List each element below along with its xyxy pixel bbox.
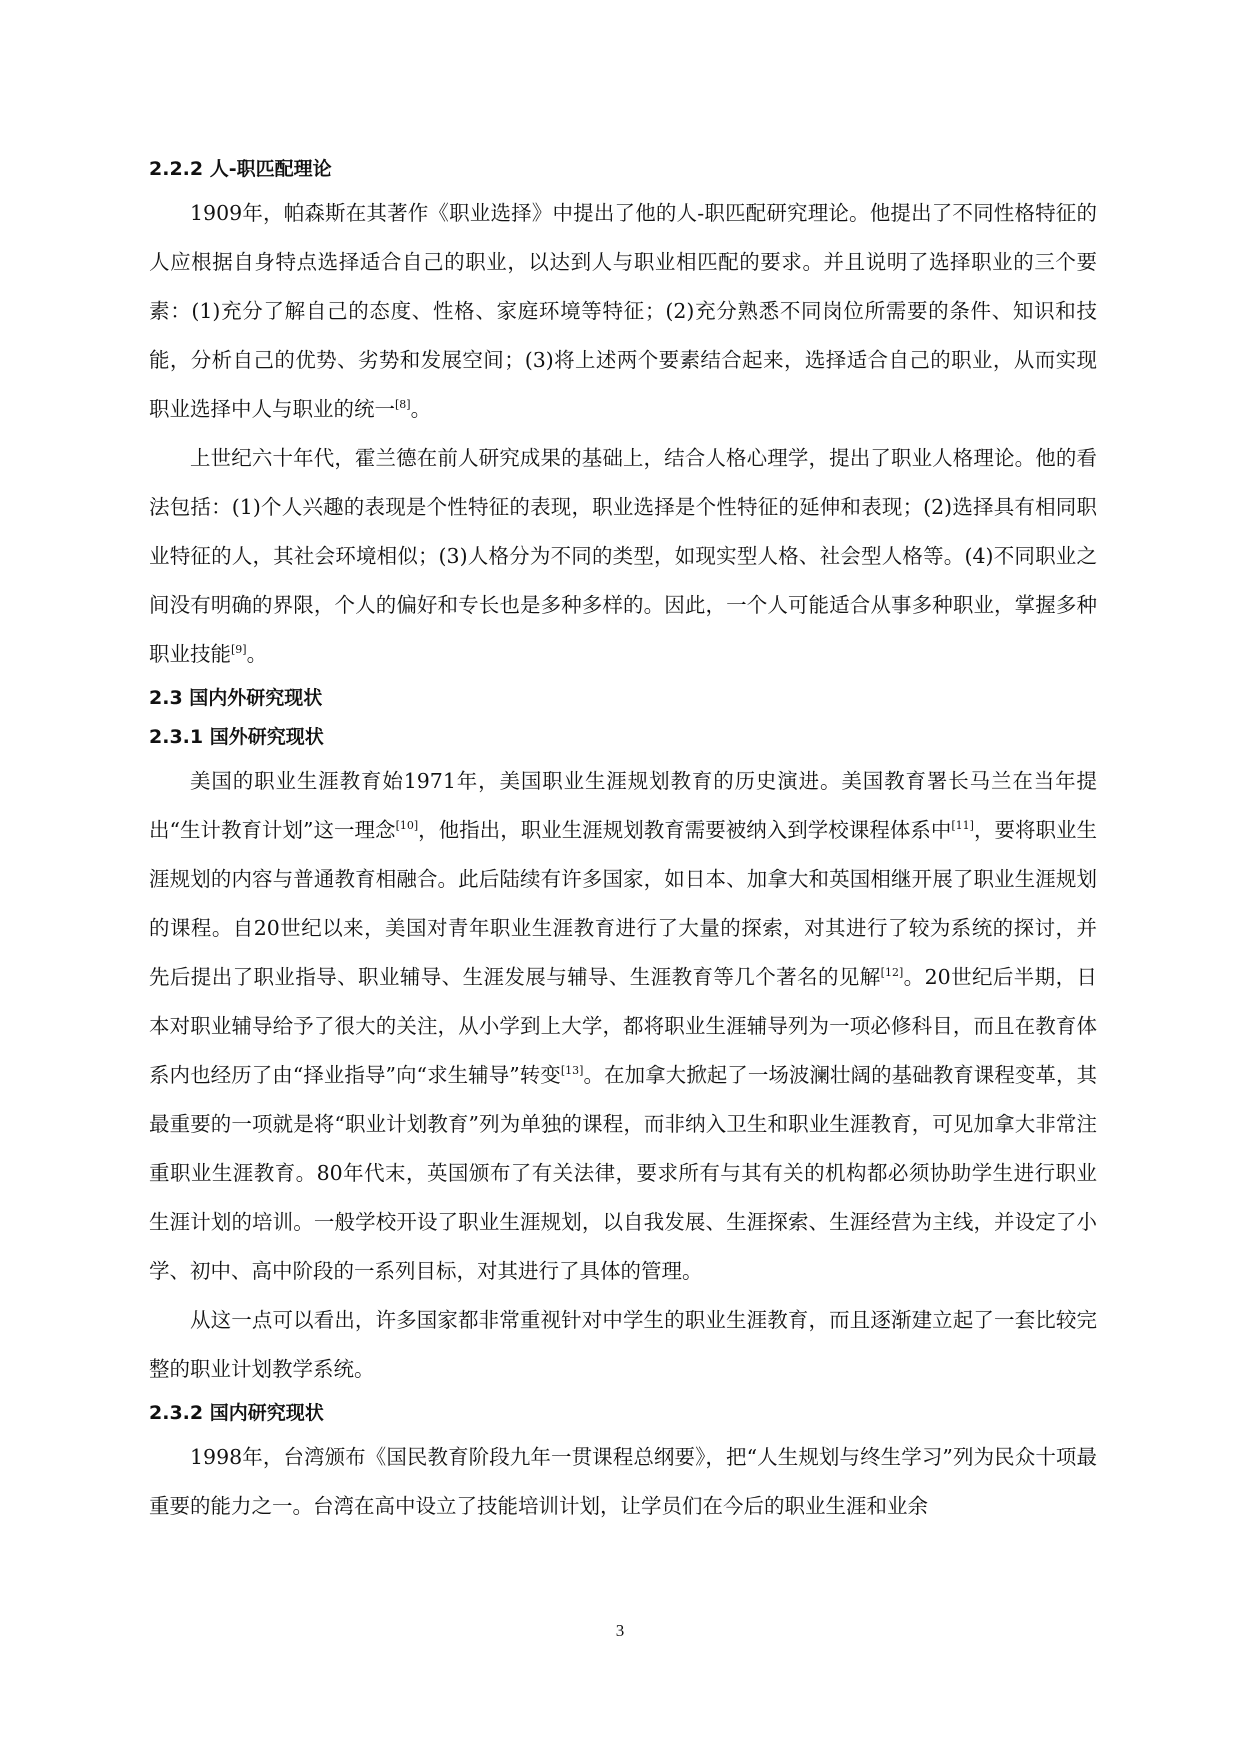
citation-ref: [13] xyxy=(560,1064,584,1078)
section-heading-2-3-1: 2.3.1 国外研究现状 xyxy=(149,726,324,748)
page-number: 3 xyxy=(615,1621,625,1640)
paragraph-text: 上世纪六十年代，霍兰德在前人研究成果的基础上，结合人格心理学，提出了职业人格理论。他的看法包括：(1)个人兴趣的表现是个性特征的表现，职业选择是个性特征的延伸和表现；(2)选择具有相同职业特征的人，其社会环境相似；(3)人格分为不同的类型，如现实型人格、社会型人格等。(4)不同职业之间没有明确的界限，个人的偏好和专长也是多种多样的。因此，一个人可能适合从事多种职业，掌握多种职业技能 xyxy=(149,446,1097,666)
paragraph-text: 美国的职业生涯教育始1971年，美国职业生涯规划教育的历史演进。美国教育署长马兰在当年提出“生计教育计划”这一理念 xyxy=(149,769,1097,842)
paragraph-foreign-summary: 从这一点可以看出，许多国家都非常重视针对中学生的职业生涯教育，而且逐渐建立起了一套比较完整的职业计划教学系统。 xyxy=(149,1308,1097,1381)
citation-ref: [8] xyxy=(395,398,411,412)
paragraph-parsons-theory xyxy=(149,189,1097,434)
section-heading-2-3: 2.3 国内外研究现状 xyxy=(149,687,323,709)
citation-ref: [10] xyxy=(395,819,419,833)
paragraph-text: 。20世纪后半期，日本对职业辅导给予了很大的关注，从小学到上大学，都将职业生涯辅导列为一项必修科目，而且在教育体系内也经历了由“择业指导”向“求生辅导”转变 xyxy=(149,965,1097,1087)
paragraph-domestic-research: 1998年，台湾颁布《国民教育阶段九年一贯课程总纲要》，把“人生规划与终生学习”列为民众十项最重要的能力之一。台湾在高中设立了技能培训计划，让学员们在今后的职业生涯和业余 xyxy=(149,1445,1097,1518)
paragraph-text: ，他指出，职业生涯规划教育需要被纳入到学校课程体系中 xyxy=(418,818,952,842)
section-heading-2-3-2: 2.3.2 国内研究现状 xyxy=(149,1402,324,1424)
paragraph-text: 。 xyxy=(410,397,432,421)
citation-ref: [9] xyxy=(231,643,247,657)
paragraph-holland-theory xyxy=(149,434,1097,679)
paragraph-text: 。在加拿大掀起了一场波澜壮阔的基础教育课程变革，其最重要的一项就是将“职业计划教育”列为单独的课程，而非纳入卫生和职业生涯教育，可见加拿大非常注重职业生涯教育。80年代末，英国颁布了有关法律，要求所有与其有关的机构都必须协助学生进行职业生涯计划的培训。一般学校开设了职业生涯规划，以自我发展、生涯探索、生涯经营为主线，并设定了小学、初中、高中阶段的一系列目标，对其进行了具体的管理。 xyxy=(149,1063,1098,1283)
paragraph-text: ，要将职业生涯规划的内容与普通教育相融合。此后陆续有许多国家，如日本、加拿大和英国相继开展了职业生涯规划的课程。自20世纪以来，美国对青年职业生涯教育进行了大量的探索，对其进行了较为系统的探讨，并先后提出了职业指导、职业辅导、生涯发展与辅导、生涯教育等几个著名的见解 xyxy=(149,818,1097,989)
section-heading-2-2-2: 2.2.2 人-职匹配理论 xyxy=(149,158,332,180)
paragraph-text: 1909年，帕森斯在其著作《职业选择》中提出了他的人-职匹配研究理论。他提出了不同性格特征的人应根据自身特点选择适合自己的职业，以达到人与职业相匹配的要求。并且说明了选择职业的三个要素：(1)充分了解自己的态度、性格、家庭环境等特征；(2)充分熟悉不同岗位所需要的条件、知识和技能，分析自己的优势、劣势和发展空间；(3)将上述两个要素结合起来，选择适合自己的职业，从而实现职业选择中人与职业的统一 xyxy=(149,201,1097,421)
paragraph-foreign-research xyxy=(149,757,1097,1296)
citation-ref: [12] xyxy=(880,966,904,980)
citation-ref: [11] xyxy=(951,819,974,833)
page-body xyxy=(149,150,1097,1531)
paragraph-text: 。 xyxy=(246,642,268,666)
